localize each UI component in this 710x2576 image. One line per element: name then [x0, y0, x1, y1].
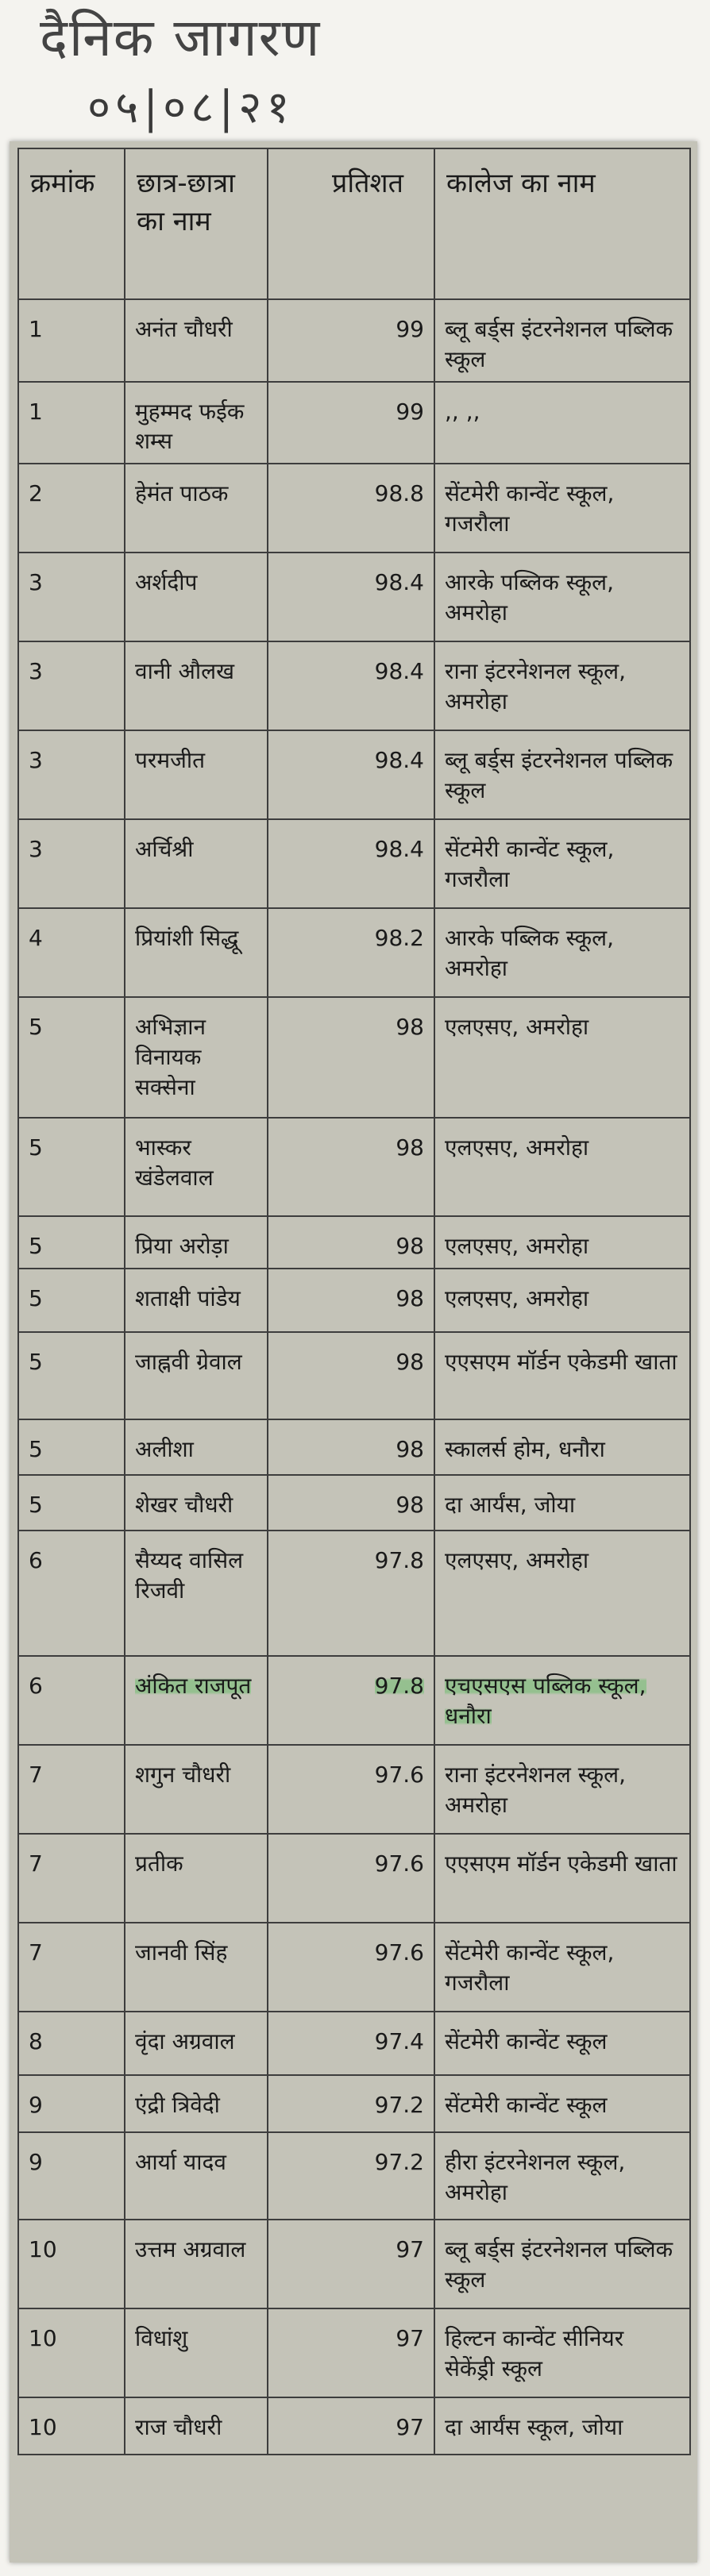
percent-cell [268, 819, 434, 908]
college-name-cell-text: सेंटमेरी कान्वेंट स्कूल, गजरौला [445, 480, 615, 537]
student-name-cell [125, 1332, 268, 1419]
table-row [18, 641, 690, 730]
rank-cell [18, 1923, 125, 2012]
rank-cell-text: 2 [29, 480, 43, 507]
rank-cell-text: 3 [29, 658, 43, 685]
student-name-cell [125, 1118, 268, 1216]
student-name-cell-text: अनंत चौधरी [135, 316, 233, 342]
college-name-cell [434, 908, 690, 997]
rank-cell-text: 5 [29, 1435, 43, 1462]
rank-cell-text: 10 [29, 2324, 57, 2351]
percent-cell-text: 97.8 [374, 1546, 424, 1573]
rank-cell-text: 7 [29, 1761, 43, 1788]
college-name-cell [434, 382, 690, 464]
percent-cell-text: 98.4 [374, 747, 424, 774]
college-name-cell [434, 1475, 690, 1531]
rank-cell-text: 3 [29, 569, 43, 596]
student-name-cell [125, 1419, 268, 1475]
rank-cell [18, 908, 125, 997]
rank-cell [18, 2308, 125, 2397]
table-row [18, 1216, 690, 1269]
column-header-name: छात्र-छात्रा का नाम [125, 148, 268, 299]
college-name-cell-text: एलएसए, अमरोहा [445, 1284, 589, 1311]
college-name-cell [434, 2012, 690, 2075]
rank-cell-text: 5 [29, 1233, 43, 1260]
rank-cell [18, 730, 125, 819]
percent-cell-text: 98 [396, 1134, 424, 1161]
college-name-cell [434, 997, 690, 1118]
percent-cell-text: 97 [396, 2413, 424, 2440]
table-row [18, 464, 690, 553]
percent-cell-text: 97.2 [374, 2091, 424, 2118]
college-name-cell-text: राना इंटरनेशनल स्कूल, अमरोहा [445, 658, 626, 714]
percent-cell [268, 2397, 434, 2455]
student-name-cell [125, 2132, 268, 2220]
rank-cell [18, 1531, 125, 1656]
percent-cell [268, 1419, 434, 1475]
college-name-cell [434, 1269, 690, 1332]
rank-cell [18, 382, 125, 464]
rank-cell-text: 3 [29, 836, 43, 863]
rank-cell [18, 1269, 125, 1332]
college-name-cell [434, 1118, 690, 1216]
college-name-cell-text: सेंटमेरी कान्वेंट स्कूल [445, 2091, 608, 2118]
percent-cell [268, 2132, 434, 2220]
student-name-cell [125, 2308, 268, 2397]
table-row [18, 1531, 690, 1656]
rank-cell [18, 2075, 125, 2132]
percent-cell [268, 1745, 434, 1834]
rank-cell-text: 7 [29, 1939, 43, 1966]
student-name-cell [125, 1834, 268, 1923]
college-name-cell [434, 1923, 690, 2012]
student-name-cell [125, 819, 268, 908]
rank-cell [18, 2220, 125, 2308]
rank-cell [18, 1745, 125, 1834]
student-name-cell [125, 1216, 268, 1269]
rank-cell [18, 1419, 125, 1475]
college-name-cell-text: ब्लू बर्ड्स इंटरनेशनल पब्लिक स्कूल [445, 316, 673, 372]
percent-cell [268, 1269, 434, 1332]
percent-cell [268, 1216, 434, 1269]
student-name-cell-text: शताक्षी पांडेय [135, 1284, 241, 1311]
rank-cell-text: 1 [29, 316, 43, 342]
student-name-cell-text: मुहम्मद फईक शम्स [135, 398, 245, 455]
percent-cell [268, 730, 434, 819]
college-name-cell-text: सेंटमेरी कान्वेंट स्कूल, गजरौला [445, 836, 615, 892]
college-name-cell [434, 2075, 690, 2132]
college-name-cell-text: सेंटमेरी कान्वेंट स्कूल, गजरौला [445, 1939, 615, 1996]
student-name-cell-text: अर्चिश्री [135, 836, 194, 863]
student-name-cell-text: अलीशा [135, 1435, 194, 1462]
student-name-cell [125, 1531, 268, 1656]
percent-cell [268, 1118, 434, 1216]
table-row [18, 382, 690, 464]
college-name-cell [434, 1332, 690, 1419]
table-body [18, 299, 690, 2455]
student-name-cell-text: शगुन चौधरी [135, 1761, 231, 1788]
percent-cell [268, 1531, 434, 1656]
rank-cell [18, 1834, 125, 1923]
student-name-cell-text: एंद्री त्रिवेदी [135, 2091, 220, 2118]
clipping-header [32, 0, 477, 135]
percent-cell-text: 97.4 [374, 2027, 424, 2054]
college-name-cell-text: एएसएम मॉर्डन एकेडमी खाता [445, 1850, 677, 1877]
table-row [18, 1745, 690, 1834]
student-name-cell [125, 464, 268, 553]
college-name-cell [434, 1216, 690, 1269]
rank-cell [18, 1118, 125, 1216]
rank-cell-text: 6 [29, 1546, 43, 1573]
rank-cell-text: 7 [29, 1850, 43, 1877]
student-name-cell-text: वृंदा अग्रवाल [135, 2027, 235, 2054]
rank-cell [18, 2132, 125, 2220]
percent-cell [268, 2308, 434, 2397]
column-header-percent: प्रतिशत [268, 148, 434, 299]
percent-cell-text: 98 [396, 1491, 424, 1518]
percent-cell-text: 97.2 [374, 2148, 424, 2175]
rank-cell [18, 553, 125, 641]
rank-cell [18, 1475, 125, 1531]
college-name-cell [434, 553, 690, 641]
college-name-cell [434, 730, 690, 819]
college-name-cell-text: दा आर्यंस स्कूल, जोया [445, 2413, 623, 2440]
column-header-college: कालेज का नाम [434, 148, 690, 299]
college-name-cell [434, 819, 690, 908]
student-name-cell-text: आर्या यादव [135, 2148, 226, 2175]
percent-cell-text: 98.4 [374, 569, 424, 596]
percent-cell-text: 99 [396, 316, 424, 342]
table-row [18, 2308, 690, 2397]
percent-cell-text: 98 [396, 1348, 424, 1375]
table-row [18, 1475, 690, 1531]
rank-cell-text: 5 [29, 1134, 43, 1161]
student-name-cell-text: अंकित राजपूत [135, 1672, 252, 1699]
percent-cell-text: 97.6 [374, 1850, 424, 1877]
student-name-cell [125, 1475, 268, 1531]
college-name-cell [434, 2220, 690, 2308]
newspaper-masthead: दैनिक जागरण [40, 7, 322, 68]
percent-cell [268, 1923, 434, 2012]
table-row [18, 819, 690, 908]
table-row [18, 1419, 690, 1475]
rank-cell-text: 5 [29, 1348, 43, 1375]
student-name-cell [125, 1269, 268, 1332]
percent-cell [268, 464, 434, 553]
table-row [18, 997, 690, 1118]
student-name-cell [125, 1656, 268, 1745]
percent-cell [268, 1475, 434, 1531]
rank-cell [18, 2012, 125, 2075]
rank-cell [18, 2397, 125, 2455]
table-row [18, 2220, 690, 2308]
student-name-cell-text: वानी औलख [135, 658, 235, 685]
college-name-cell-text: एलएसए, अमरोहा [445, 1134, 589, 1161]
rank-cell-text: 8 [29, 2027, 43, 2054]
college-name-cell-text: एलएसए, अमरोहा [445, 1014, 589, 1041]
student-name-cell-text: जानवी सिंह [135, 1939, 228, 1966]
college-name-cell-text: सेंटमेरी कान्वेंट स्कूल [445, 2027, 608, 2054]
percent-cell [268, 553, 434, 641]
table-row [18, 299, 690, 382]
college-name-cell-text: हिल्टन कान्वेंट सीनियर सेकेंड्री स्कूल [445, 2324, 624, 2382]
college-name-cell [434, 1419, 690, 1475]
percent-cell [268, 299, 434, 382]
table-row [18, 2132, 690, 2220]
rank-cell [18, 299, 125, 382]
percent-cell [268, 908, 434, 997]
percent-cell [268, 1834, 434, 1923]
rank-cell-text: 6 [29, 1672, 43, 1699]
student-name-cell [125, 908, 268, 997]
table-row [18, 1834, 690, 1923]
clipping-date: ०५|०८|२१ [87, 82, 295, 133]
percent-cell-text: 98.2 [374, 925, 424, 952]
percent-cell-text: 98.8 [374, 480, 424, 507]
college-name-cell-text: एचएसएस पब्लिक स्कूल, धनौरा [445, 1672, 646, 1729]
percent-cell-text: 98 [396, 1284, 424, 1311]
student-name-cell-text: उत्तम अग्रवाल [135, 2235, 246, 2262]
college-name-cell [434, 2308, 690, 2397]
percent-cell-text: 97 [396, 2235, 424, 2262]
rank-cell-text: 10 [29, 2235, 57, 2262]
rank-cell [18, 997, 125, 1118]
percent-cell-text: 98.4 [374, 658, 424, 685]
college-name-cell [434, 1834, 690, 1923]
college-name-cell [434, 1656, 690, 1745]
percent-cell [268, 2012, 434, 2075]
student-name-cell [125, 2075, 268, 2132]
student-name-cell [125, 2220, 268, 2308]
student-name-cell-text: शेखर चौधरी [135, 1491, 233, 1518]
rank-cell-text: 1 [29, 398, 43, 425]
percent-cell [268, 1332, 434, 1419]
student-name-cell [125, 1923, 268, 2012]
rank-cell [18, 641, 125, 730]
table-row [18, 1269, 690, 1332]
table-row [18, 1332, 690, 1419]
percent-cell [268, 2220, 434, 2308]
rank-cell-text: 5 [29, 1284, 43, 1311]
student-name-cell-text: प्रिया अरोड़ा [135, 1233, 229, 1260]
college-name-cell-text: ब्लू बर्ड्स इंटरनेशनल पब्लिक स्कूल [445, 2235, 673, 2293]
student-name-cell-text: प्रियांशी सिद्धू [135, 925, 239, 952]
student-name-cell [125, 2012, 268, 2075]
college-name-cell [434, 641, 690, 730]
rank-cell-text: 9 [29, 2091, 43, 2118]
student-name-cell [125, 553, 268, 641]
college-name-cell-text: ,, ,, [445, 398, 480, 425]
percent-cell-text: 99 [396, 398, 424, 425]
student-name-cell-text: राज चौधरी [135, 2413, 222, 2440]
student-name-cell [125, 299, 268, 382]
results-table [17, 148, 691, 2455]
college-name-cell-text: राना इंटरनेशनल स्कूल, अमरोहा [445, 1761, 626, 1818]
student-name-cell-text: भास्कर खंडेलवाल [135, 1134, 214, 1191]
table-row [18, 2075, 690, 2132]
student-name-cell [125, 2397, 268, 2455]
percent-cell-text: 97.6 [374, 1761, 424, 1788]
college-name-cell-text: आरके पब्लिक स्कूल, अमरोहा [445, 925, 615, 981]
rank-cell-text: 5 [29, 1014, 43, 1041]
college-name-cell-text: एलएसए, अमरोहा [445, 1233, 589, 1260]
newspaper-clipping [10, 141, 697, 2563]
rank-cell [18, 1332, 125, 1419]
percent-cell-text: 98 [396, 1435, 424, 1462]
rank-cell-text: 10 [29, 2413, 57, 2440]
table-row [18, 1923, 690, 2012]
table-row [18, 2012, 690, 2075]
student-name-cell-text: जाह्नवी ग्रेवाल [135, 1348, 242, 1375]
table-row [18, 1656, 690, 1745]
student-name-cell-text: विधांशु [135, 2324, 188, 2351]
college-name-cell-text: स्कालर्स होम, धनौरा [445, 1435, 605, 1462]
table-row [18, 908, 690, 997]
student-name-cell [125, 730, 268, 819]
percent-cell [268, 2075, 434, 2132]
student-name-cell [125, 382, 268, 464]
college-name-cell-text: ब्लू बर्ड्स इंटरनेशनल पब्लिक स्कूल [445, 747, 673, 803]
student-name-cell-text: अर्शदीप [135, 569, 198, 596]
table-row [18, 553, 690, 641]
college-name-cell-text: एएसएम मॉर्डन एकेडमी खाता [445, 1348, 677, 1375]
college-name-cell [434, 1745, 690, 1834]
college-name-cell-text: आरके पब्लिक स्कूल, अमरोहा [445, 569, 615, 626]
student-name-cell [125, 1745, 268, 1834]
college-name-cell [434, 2132, 690, 2220]
percent-cell-text: 98 [396, 1233, 424, 1260]
column-header-rank: क्रमांक [18, 148, 125, 299]
college-name-cell [434, 2397, 690, 2455]
student-name-cell [125, 641, 268, 730]
student-name-cell-text: परमजीत [135, 747, 206, 774]
table-row [18, 2397, 690, 2455]
rank-cell-text: 4 [29, 925, 43, 952]
college-name-cell-text: दा आर्यंस, जोया [445, 1491, 576, 1518]
rank-cell [18, 1216, 125, 1269]
percent-cell-text: 98.4 [374, 836, 424, 863]
percent-cell-text: 97.8 [374, 1672, 424, 1699]
student-name-cell-text: प्रतीक [135, 1850, 183, 1877]
college-name-cell [434, 299, 690, 382]
rank-cell [18, 464, 125, 553]
percent-cell [268, 997, 434, 1118]
table-row [18, 1118, 690, 1216]
rank-cell-text: 3 [29, 747, 43, 774]
percent-cell-text: 97 [396, 2324, 424, 2351]
percent-cell [268, 1656, 434, 1745]
student-name-cell-text: सैय्यद वासिल रिजवी [135, 1546, 244, 1604]
rank-cell [18, 819, 125, 908]
college-name-cell [434, 464, 690, 553]
table-row [18, 730, 690, 819]
student-name-cell-text: हेमंत पाठक [135, 480, 229, 507]
rank-cell-text: 9 [29, 2148, 43, 2175]
college-name-cell-text: हीरा इंटरनेशनल स्कूल, अमरोहा [445, 2148, 626, 2205]
percent-cell-text: 97.6 [374, 1939, 424, 1966]
rank-cell [18, 1656, 125, 1745]
student-name-cell [125, 997, 268, 1118]
rank-cell-text: 5 [29, 1491, 43, 1518]
student-name-cell-text: अभिज्ञान विनायक सक्सेना [135, 1014, 206, 1100]
college-name-cell-text: एलएसए, अमरोहा [445, 1546, 589, 1573]
table-header-row [18, 148, 690, 299]
percent-cell [268, 641, 434, 730]
college-name-cell [434, 1531, 690, 1656]
percent-cell-text: 98 [396, 1014, 424, 1041]
percent-cell [268, 382, 434, 464]
